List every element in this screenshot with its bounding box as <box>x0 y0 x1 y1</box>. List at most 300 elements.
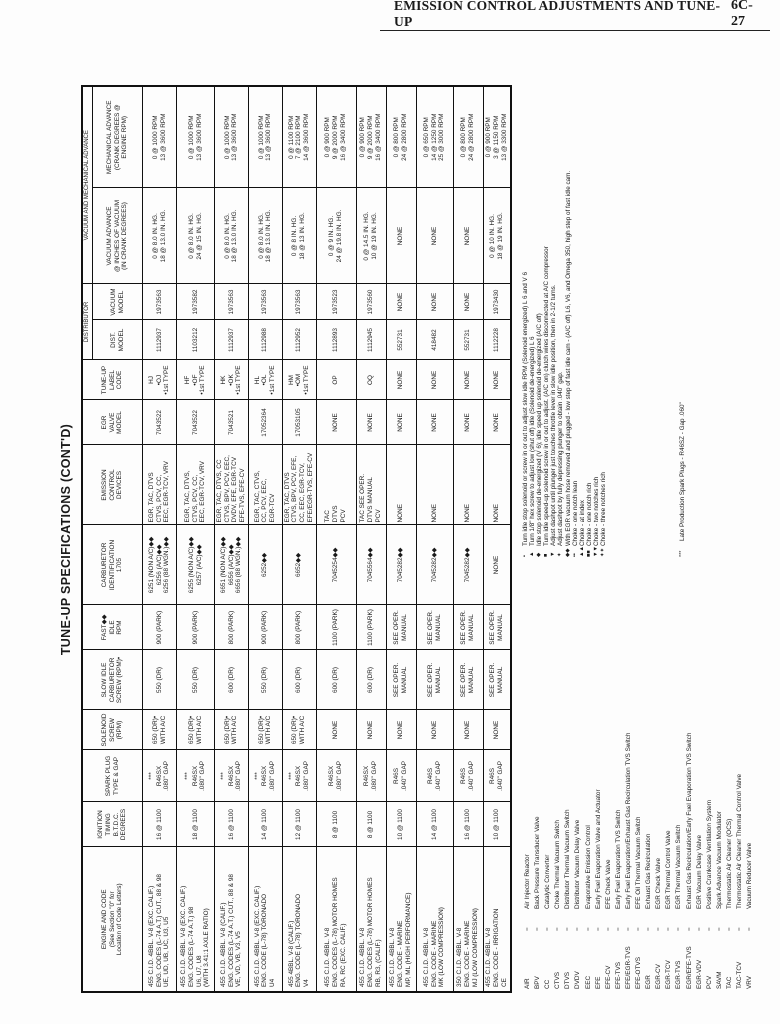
table-cell: 1103212 <box>177 320 215 360</box>
footnote <box>586 97 593 557</box>
footnote-symbol: • <box>522 555 528 557</box>
legend-abbr: EGR-VDV <box>695 959 703 989</box>
table-cell: 1973430 <box>483 284 511 320</box>
legend-abbr: BPV <box>534 976 542 989</box>
table-row <box>453 86 483 992</box>
tune-up-spec-table <box>81 85 512 993</box>
legend-separator: = <box>705 927 713 931</box>
table-cell: 552731 <box>386 320 416 360</box>
table-cell: 455 C.I.D. 4BBL. V-8 ENG. CODES (L-78) MOTOR HOMES RB, R3, (CALIF.) <box>356 847 386 992</box>
table-cell: EGR, TAC, CTVS, CC, PCV, EEC, EGR-TCV <box>248 445 282 525</box>
footnote <box>550 97 557 557</box>
column-header: TUNE-UP LABEL CODE <box>82 360 143 400</box>
legend-abbr: EFE-TVS <box>614 962 622 989</box>
legend-meaning: Thermostatic Air Cleaner Thermal Control Valve <box>735 773 743 909</box>
table-cell: 550 (DR) <box>143 650 177 710</box>
legend-meaning: Air Injector Reactor <box>524 854 531 909</box>
table-cell: 8 @ 1100 <box>356 802 386 847</box>
legend-abbr: CTVS <box>554 971 562 989</box>
table-cell: 1973563 <box>282 284 316 320</box>
table-cell: NONE <box>416 445 453 525</box>
legend-separator: = <box>564 927 572 931</box>
legend-abbr: EFE-CV <box>604 965 612 989</box>
legend-abbr: AIR <box>524 978 531 989</box>
table-cell: 16 @ 1100 <box>453 802 483 847</box>
table-cell: SEE OPER. MANUAL <box>453 650 483 710</box>
footnote-symbol: ▲ <box>529 551 536 557</box>
table-cell: 7043521 <box>215 400 249 445</box>
legend-separator: = <box>675 927 683 931</box>
footnote-symbol: ■ <box>543 553 550 557</box>
table-cell: EGR, TAC, DTVS CTVS, BPV, PCV, EFE, CC, EEC, EGR-TCV, EFE/EGR-TVS, EFE-CV <box>282 445 316 525</box>
column-header: IGNITION TIMING B.T.D.C. DEGREES <box>82 802 143 847</box>
table-cell: 455 C.I.D. 4BBL. V-8 ENG. CODE - MARINE MP, ML (HIGH PERFORMANCE) <box>386 847 416 992</box>
legend-meaning: Distributor Vacuum Delay Valve <box>574 819 582 909</box>
column-header: EGR VALVE MODEL <box>82 400 143 445</box>
table-row <box>143 86 177 992</box>
table-cell: 16 @ 1100 <box>143 802 177 847</box>
table-cell: 1973563 <box>215 284 249 320</box>
footnote-text: Choke - at index <box>578 500 586 546</box>
legend-item <box>745 569 755 989</box>
legend-separator: = <box>524 927 531 931</box>
table-cell: 455 C.I.D. 4BBL. V-8 (EXC. CALIF.) ENG. CODES (L-74 A.T.) 98 U6, U7, U8 (WITH 3.41:1 AXLE RATIO) <box>177 847 215 992</box>
table-cell: 0 @ 8.0 IN. HG. 18 @ 13.0 IN. HG. <box>143 188 177 284</box>
table-cell: NONE <box>386 400 416 445</box>
table-cell: 0 @ 8 IN. HG. 18 @ 13 IN. HG. <box>282 188 316 284</box>
legend-abbr: SAVM <box>715 971 723 989</box>
legend-abbr: EGR <box>645 975 653 989</box>
table-cell: 10 @ 1100 <box>386 802 416 847</box>
group-header-distributor: DISTRIBUTOR <box>82 284 93 360</box>
table-cell: HL •OL •1st TYPE <box>248 360 282 400</box>
legend-meaning: EGR Vacuum Delay Valve <box>695 835 703 909</box>
legend-separator: = <box>635 927 643 931</box>
table-cell: 0 @ 10 IN. HG. 18 @ 19 IN. HG. <box>483 188 511 284</box>
table-cell: NONE <box>356 400 386 445</box>
table-cell: 600 (DR) <box>356 650 386 710</box>
legend-separator: = <box>624 927 632 931</box>
legend-meaning: Evaporative Emission Control <box>584 825 592 909</box>
table-cell: NONE <box>356 710 386 750</box>
table-cell: NONE <box>483 710 511 750</box>
table-row <box>483 86 511 992</box>
table-cell: 455 C.I.D. 4BBL. V-8 ENG. CODE - IRRIGATION CE <box>483 847 511 992</box>
legend-item <box>594 569 604 989</box>
table-cell: NONE <box>416 188 453 284</box>
legend-meaning: Early Fuel Evaporation Valve and Actuator <box>594 789 602 909</box>
table-cell: NONE <box>386 710 416 750</box>
table-cell: 650 (DR)• WITH A/C <box>282 710 316 750</box>
legend-item <box>563 569 573 989</box>
table-row <box>177 86 215 992</box>
legend-abbr: EGR-TCV <box>665 960 673 989</box>
table-cell: 800 (PARK) <box>282 605 316 650</box>
table-cell: 7045254◆◆ <box>316 525 356 605</box>
table-cell: 17052364 <box>248 400 282 445</box>
table-cell: 18 @ 1100 <box>177 802 215 847</box>
footnote <box>522 97 529 557</box>
footnote-symbol: ✦✦ <box>600 547 607 557</box>
legend-abbr: EFE <box>594 976 602 989</box>
table-cell: R46S .040" GAP <box>416 750 453 802</box>
legend-meaning: Catalytic Converter <box>544 854 552 909</box>
legend-item <box>654 569 664 989</box>
table-cell: 6251 (NON A/C)◆◆ 6256 (A/C)◆◆ 6256 (88 WGN.)◆◆ <box>143 525 177 605</box>
table-cell: NONE <box>386 360 416 400</box>
table-cell: 900 (PARK) <box>248 605 282 650</box>
legend-item <box>674 569 684 989</box>
table-cell: SEE OPER. MANUAL <box>483 650 511 710</box>
footnote-text: Turn idle speed-up solenoid screw in or out to adjust. (A/C on) clutch wires disconnected at A/C compressor <box>543 246 551 546</box>
footnote-symbol: ▲▲ <box>578 546 585 557</box>
legend-separator: = <box>645 927 653 931</box>
header-row <box>82 86 93 992</box>
table-cell: NONE <box>416 400 453 445</box>
column-header: EMISSION CONTROL DEVICES <box>82 445 143 525</box>
table-cell: SEE OPER. MANUAL <box>416 650 453 710</box>
table-cell: 600 (DR) <box>316 650 356 710</box>
footnote <box>557 97 564 557</box>
table-cell: 1112937 <box>143 320 177 360</box>
legend-item <box>523 569 533 989</box>
legend-separator: = <box>725 927 733 931</box>
table-cell: *** R46SX .080" GAP <box>177 750 215 802</box>
legend-item <box>664 569 674 989</box>
table-cell: 0 @ 1100 RPM 7 @ 2100 RPM 14 @ 3600 RPM <box>282 86 316 188</box>
legend-meaning: EGR Thermal Control Valve <box>665 830 673 909</box>
table-cell: NONE <box>453 445 483 525</box>
table-cell: 6652◆◆ <box>282 525 316 605</box>
legend-item <box>715 569 725 989</box>
table-cell: 0 @ 8.0 IN. HG. 18 @ 13.0 IN. HG. <box>215 188 249 284</box>
legend-separator: = <box>544 927 552 931</box>
table-cell: 550 (DR) <box>177 650 215 710</box>
footnote-text: Choke - three notches rich <box>600 472 608 546</box>
legend-meaning: Thermostatic Air Cleaner (OCS) <box>725 818 733 909</box>
legend-separator: = <box>715 927 723 931</box>
footnote-symbol: ▼ <box>550 551 557 557</box>
legend-item <box>543 569 553 989</box>
footnote-text: Adjust dashpot by fully depressing plunger to obtain .040" gap. <box>557 371 565 546</box>
table-cell: 552731 <box>453 320 483 360</box>
table-cell: 0 @ 1000 RPM 13 @ 3600 RPM <box>177 86 215 188</box>
footnote-symbol: ✦ <box>557 552 564 557</box>
footnote-text: Turn idle stop solenoid or screw in or out to adjust slow idle RPM (Solenoid energized) L 6 and V 6 <box>522 272 529 546</box>
legend-separator: = <box>584 927 592 931</box>
legend-abbr: TAC <box>725 976 733 989</box>
table-cell: NONE <box>483 525 511 605</box>
table-cell: 7045282◆◆ <box>386 525 416 605</box>
table-cell: 455 C.I.D. 4BBL. V-8 ENG. CODE - MARINE MK (LOW COMPRESSION) <box>416 847 453 992</box>
legend-separator: = <box>655 927 663 931</box>
table-cell: NONE <box>316 400 356 445</box>
table-cell: SEE OPER. MANUAL <box>416 605 453 650</box>
table-cell: 1112988 <box>248 320 282 360</box>
legend-abbr: EGR/EFE-TVS <box>685 946 693 989</box>
late-production-note <box>679 402 686 557</box>
table-cell: 0 @ 800 RPM 24 @ 2800 RPM <box>386 86 416 188</box>
column-header: CARBURETOR IDENTIFICATION 1705 <box>82 525 143 605</box>
table-cell: R46S .040" GAP <box>483 750 511 802</box>
footnote-symbol: *** <box>679 550 685 557</box>
table-row <box>282 86 316 992</box>
abbreviation-legend <box>523 569 755 989</box>
rotated-spec-sheet <box>57 82 777 997</box>
section-title: EMISSION CONTROL ADJUSTMENTS AND TUNE-UP <box>394 0 721 29</box>
table-cell: 1112945 <box>356 320 386 360</box>
table-cell: HK •OK •1st TYPE <box>215 360 249 400</box>
table-cell: NONE <box>386 284 416 320</box>
table-cell: 0 @ 900 RPM 9 @ 2000 RPM 16 @ 3400 RPM <box>356 86 386 188</box>
table-cell: SEE OPER. MANUAL <box>386 650 416 710</box>
table-cell: 455 4BBL. V-8 (CALIF.) ENG. CODE (L-78) TORONADO V4 <box>282 847 316 992</box>
table-cell: *** R46SX .080" GAP <box>143 750 177 802</box>
footnote <box>572 97 579 557</box>
legend-abbr: EEC <box>584 975 592 989</box>
legend-separator: = <box>604 927 612 931</box>
table-cell: EGR, TAC, DTVS CTVS, PCV, CC, EEC, EGR-TCV, VRV <box>143 445 177 525</box>
table-row <box>386 86 416 992</box>
footnote-symbol: •• <box>571 553 578 557</box>
column-header: SLOW IDLE CARBURETOR SCREW (RPM)• <box>82 650 143 710</box>
table-cell: TAC SEE OPER. DTVS MANUAL PCV <box>356 445 386 525</box>
table-cell: NONE <box>483 360 511 400</box>
legend-meaning: Back Pressure Transducer Valve <box>534 816 542 909</box>
table-cell: 7045282◆◆ <box>453 525 483 605</box>
table-cell: 17053105 <box>282 400 316 445</box>
table-cell: NONE <box>453 284 483 320</box>
legend-item <box>705 569 715 989</box>
table-cell: NONE <box>483 445 511 525</box>
table-cell: NONE <box>483 400 511 445</box>
table-cell: 1100 (PARK) <box>316 605 356 650</box>
legend-separator: = <box>695 927 703 931</box>
table-cell: 418482 <box>416 320 453 360</box>
legend-meaning: Vacuum Reducer Valve <box>746 842 754 909</box>
table-cell: 455 C.I.D. 4BBL. V-8 ENG. CODES (L-78) MOTOR HOMES RA, RC (EXC. CALIF.) <box>316 847 356 992</box>
table-cell: NONE <box>416 360 453 400</box>
legend-separator: = <box>746 927 754 931</box>
table-cell: EGR, TAC, DTVS, CC CTVS, BPV, PCV, EEC, DVDV, EFE, EGR-TCV EFE-TVS, EFE-CV <box>215 445 249 525</box>
table-cell: HM •OM •1st TYPE <box>282 360 316 400</box>
legend-abbr: PCV <box>705 975 713 989</box>
column-header: SPARK PLUG TYPE & GAP <box>82 750 143 802</box>
column-header: SOLENOID SCREW (RPM) <box>82 710 143 750</box>
table-cell: 10 @ 1100 <box>483 802 511 847</box>
legend-meaning: EGR Check Valve <box>655 857 663 909</box>
table-cell: HJ •OJ •1st TYPE <box>143 360 177 400</box>
table-cell: OQ <box>356 360 386 400</box>
legend-abbr: EFE-OTVS <box>635 957 643 989</box>
table-row <box>356 86 386 992</box>
footnote-text: Choke - one notch lean <box>571 480 579 546</box>
column-header: MECHANICAL ADVANCE (CRANK DEGREES @ ENGINE RPM) <box>93 86 143 188</box>
table-cell: 0 @ 650 RPM 14 @ 1250 RPM 25 @ 3000 RPM <box>416 86 453 188</box>
table-cell: 600 (DR) <box>282 650 316 710</box>
legend-separator: = <box>534 927 542 931</box>
table-cell: SEE OPER. MANUAL <box>453 605 483 650</box>
table-cell: 350 C.I.D. 4BBL. V-8 ENG. CODE - MARINE MJ (LOW COMPRESSION) <box>453 847 483 992</box>
table-cell: NONE <box>386 445 416 525</box>
table-cell: 0 @ 1000 RPM 13 @ 3600 RPM <box>248 86 282 188</box>
legend-meaning: Positive Crankcase Ventilation System <box>705 799 713 909</box>
table-cell: 455 C.I.D. 4BBL. V-8 (CALIF.) ENG. CODES (L-74 A.T.) CUT., 88 & 98 VE, VD, VB, V3, V5 <box>215 847 249 992</box>
legend-abbr: VRV <box>746 975 754 989</box>
legend-meaning: Exhaust Gas Recirculation <box>645 833 653 909</box>
legend-item <box>533 569 543 989</box>
table-cell: 0 @ 1000 RPM 13 @ 3600 RPM <box>143 86 177 188</box>
column-header: VACUUM ADVANCE @ INCHES OF VACUUM (IN CRANK DEGREES) <box>93 188 143 284</box>
footnote-symbol: ▼▼ <box>592 546 599 557</box>
legend-separator: = <box>735 927 743 931</box>
table-cell: EGR, TAC, DTVS, CTVS, PCV, CC, EEC, EGR-TCV, VRV <box>177 445 215 525</box>
footnote-text: Late Production Spark Plugs - R46SZ - Gap .060" <box>679 402 686 541</box>
table-cell: 6651 (NON A/C)◆◆ 6656 (A/C)◆◆ 6656 (88 WGN.)◆◆ <box>215 525 249 605</box>
legend-meaning: Exhaust Gas Recirculation/Early Fuel Evaporation TVS Switch <box>685 732 693 909</box>
table-cell: 650 (DR)• WITH A/C <box>143 710 177 750</box>
table-row <box>248 86 282 992</box>
legend-meaning: Choke Thermal Vacuum Switch <box>554 820 562 909</box>
table-cell: 16 @ 1100 <box>215 802 249 847</box>
table-row <box>316 86 356 992</box>
footnote-symbol: ◆◆ <box>564 548 571 557</box>
page-header <box>380 0 770 31</box>
table-cell: 1973560 <box>356 284 386 320</box>
table-cell: NONE <box>416 710 453 750</box>
table-cell: 0 @ 9 IN. HG. 24 @ 19.8 IN. HG. <box>316 188 356 284</box>
footnote <box>536 97 543 557</box>
table-cell: 650 (DR)• WITH A/C <box>177 710 215 750</box>
legend-item <box>695 569 705 989</box>
table-cell: NONE <box>416 284 453 320</box>
table-cell: OP <box>316 360 356 400</box>
table-cell: 7043522 <box>143 400 177 445</box>
table-cell: 1112893 <box>316 320 356 360</box>
table-cell: 900 (PARK) <box>177 605 215 650</box>
column-header: VACUUM MODEL <box>93 284 143 320</box>
table-cell: 1973582 <box>177 284 215 320</box>
table-cell: 0 @ 900 RPM 9 @ 2000 RPM 16 @ 3400 RPM <box>316 86 356 188</box>
table-cell: 550 (DR) <box>248 650 282 710</box>
table-cell: TAC DTVS PCV <box>316 445 356 525</box>
legend-meaning: EFE Oil Thermal Vacuum Switch <box>635 816 643 909</box>
footnote-text: Idle stop solenoid de-energized (V 6); idle speed up solenoid de-energized (A/C off) <box>536 313 544 546</box>
table-cell: 1973523 <box>316 284 356 320</box>
table-cell: 1973563 <box>143 284 177 320</box>
legend-item <box>725 569 735 989</box>
table-cell: 1112952 <box>282 320 316 360</box>
footnote <box>593 97 600 557</box>
page-number: 6C-27 <box>731 0 753 29</box>
table-cell: 1100 (PARK) <box>356 605 386 650</box>
table-cell: *** R46SX .080" GAP <box>282 750 316 802</box>
table-cell: 0 @ 1000 RPM 13 @ 3600 RPM <box>215 86 249 188</box>
legend-separator: = <box>594 927 602 931</box>
legend-separator: = <box>574 927 582 931</box>
table-cell: 7043522 <box>177 400 215 445</box>
footnote <box>529 97 536 557</box>
table-cell: 8 @ 1100 <box>316 802 356 847</box>
footnote-symbol: ■■ <box>585 550 592 557</box>
table-cell: NONE <box>453 710 483 750</box>
table-cell: *** R46SX .080" GAP <box>215 750 249 802</box>
group-header-advance: VACUUM AND MECHANICAL ADVANCE <box>82 86 93 284</box>
table-cell: R46SX .080" GAP <box>316 750 356 802</box>
legend-item <box>634 569 644 989</box>
legend-item <box>624 569 634 989</box>
legend-meaning: EGR Thermal Vacuum Switch <box>675 824 683 909</box>
footnote-text: Adjust dashpot until plunger just touches throttle lever in slow idle position, then in 2-1/2 turns. <box>550 284 558 546</box>
table-cell: NONE <box>453 188 483 284</box>
table-cell: 650 (DR)• WITH A/C <box>215 710 249 750</box>
footnote <box>543 97 550 557</box>
table-cell: 7045564◆◆ <box>356 525 386 605</box>
legend-abbr: EFE/EGR-TVS <box>624 946 632 989</box>
table-cell: 0 @ 900 RPM 3 @ 1150 RPM 13 @ 3300 RPM <box>483 86 511 188</box>
legend-abbr: TAC-TCV <box>735 961 743 989</box>
legend-item <box>573 569 583 989</box>
footnote <box>579 97 586 557</box>
table-cell: 800 (PARK) <box>215 605 249 650</box>
table-cell: 455 C.I.D. 4BBL. V-8 (EXC. CALIF.) ENG. CODE (L-78) TORONADO U4 <box>248 847 282 992</box>
table-cell: 14 @ 1100 <box>416 802 453 847</box>
table-cell: R46SX .080" GAP <box>356 750 386 802</box>
table-cell: 0 @ 8.0 IN. HG. 24 @ 15 IN. HG. <box>177 188 215 284</box>
table-cell: NONE <box>453 360 483 400</box>
legend-meaning: Early Fuel Evaporation TVS Switch <box>614 809 622 909</box>
table-cell: NONE <box>453 400 483 445</box>
table-cell: 1112228 <box>483 320 511 360</box>
legend-meaning: Spark Advance Vacuum Modulator <box>715 811 723 909</box>
footnote-symbol: ◆ <box>536 552 543 557</box>
legend-meaning: Distributor Thermal Vacuum Switch <box>564 809 572 909</box>
table-cell: SEE OPER. MANUAL <box>386 605 416 650</box>
footnote-text: With EGR vacuum hose removed and plugged - low step of fast idle cam - (A/C off) L6, V6, and Omega 350, high step of fast idle cam. <box>564 170 572 546</box>
legend-item <box>604 569 614 989</box>
table-cell: R46S .040" GAP <box>386 750 416 802</box>
table-cell: SEE OPER. MANUAL <box>483 605 511 650</box>
legend-abbr: DVDV <box>574 971 582 989</box>
legend-abbr: EGR-TVS <box>675 960 683 989</box>
table-cell: 1112937 <box>215 320 249 360</box>
footnote <box>565 97 572 557</box>
table-row <box>416 86 453 992</box>
legend-separator: = <box>685 927 693 931</box>
table-cell: 0 @ 14.5 IN. HG. 10 @ 19 IN. HG. <box>356 188 386 284</box>
table-cell: 600 (DR) <box>215 650 249 710</box>
legend-item <box>644 569 654 989</box>
legend-abbr: DTVS <box>564 971 572 989</box>
column-header: FAST◆◆ IDLE RPM <box>82 605 143 650</box>
legend-separator: = <box>614 927 622 931</box>
legend-abbr: CC <box>544 979 552 989</box>
table-cell: 900 (PARK) <box>143 605 177 650</box>
table-row <box>215 86 249 992</box>
table-cell: 0 @ 8.0 IN. HG. 18 @ 13.0 IN. HG. <box>248 188 282 284</box>
footnote-text: Turn 1/8" hex screw to adjust low (shut off) idle (Solenoid de-energized) L 6 <box>529 336 537 546</box>
legend-separator: = <box>665 927 673 931</box>
table-cell: R46S .040" GAP <box>453 750 483 802</box>
table-cell: 650 (DR)• WITH A/C <box>248 710 282 750</box>
table-cell: HF •OF •1st TYPE <box>177 360 215 400</box>
legend-meaning: EFE Check Valve <box>604 859 612 909</box>
footnote-text: Choke - one notch rich <box>585 482 593 546</box>
footnotes <box>522 97 607 557</box>
table-title: TUNE-UP SPECIFICATIONS (CONT'D) <box>59 423 73 656</box>
column-header: DIST. MODEL <box>93 320 143 360</box>
legend-abbr: EGR-CV <box>655 964 663 989</box>
